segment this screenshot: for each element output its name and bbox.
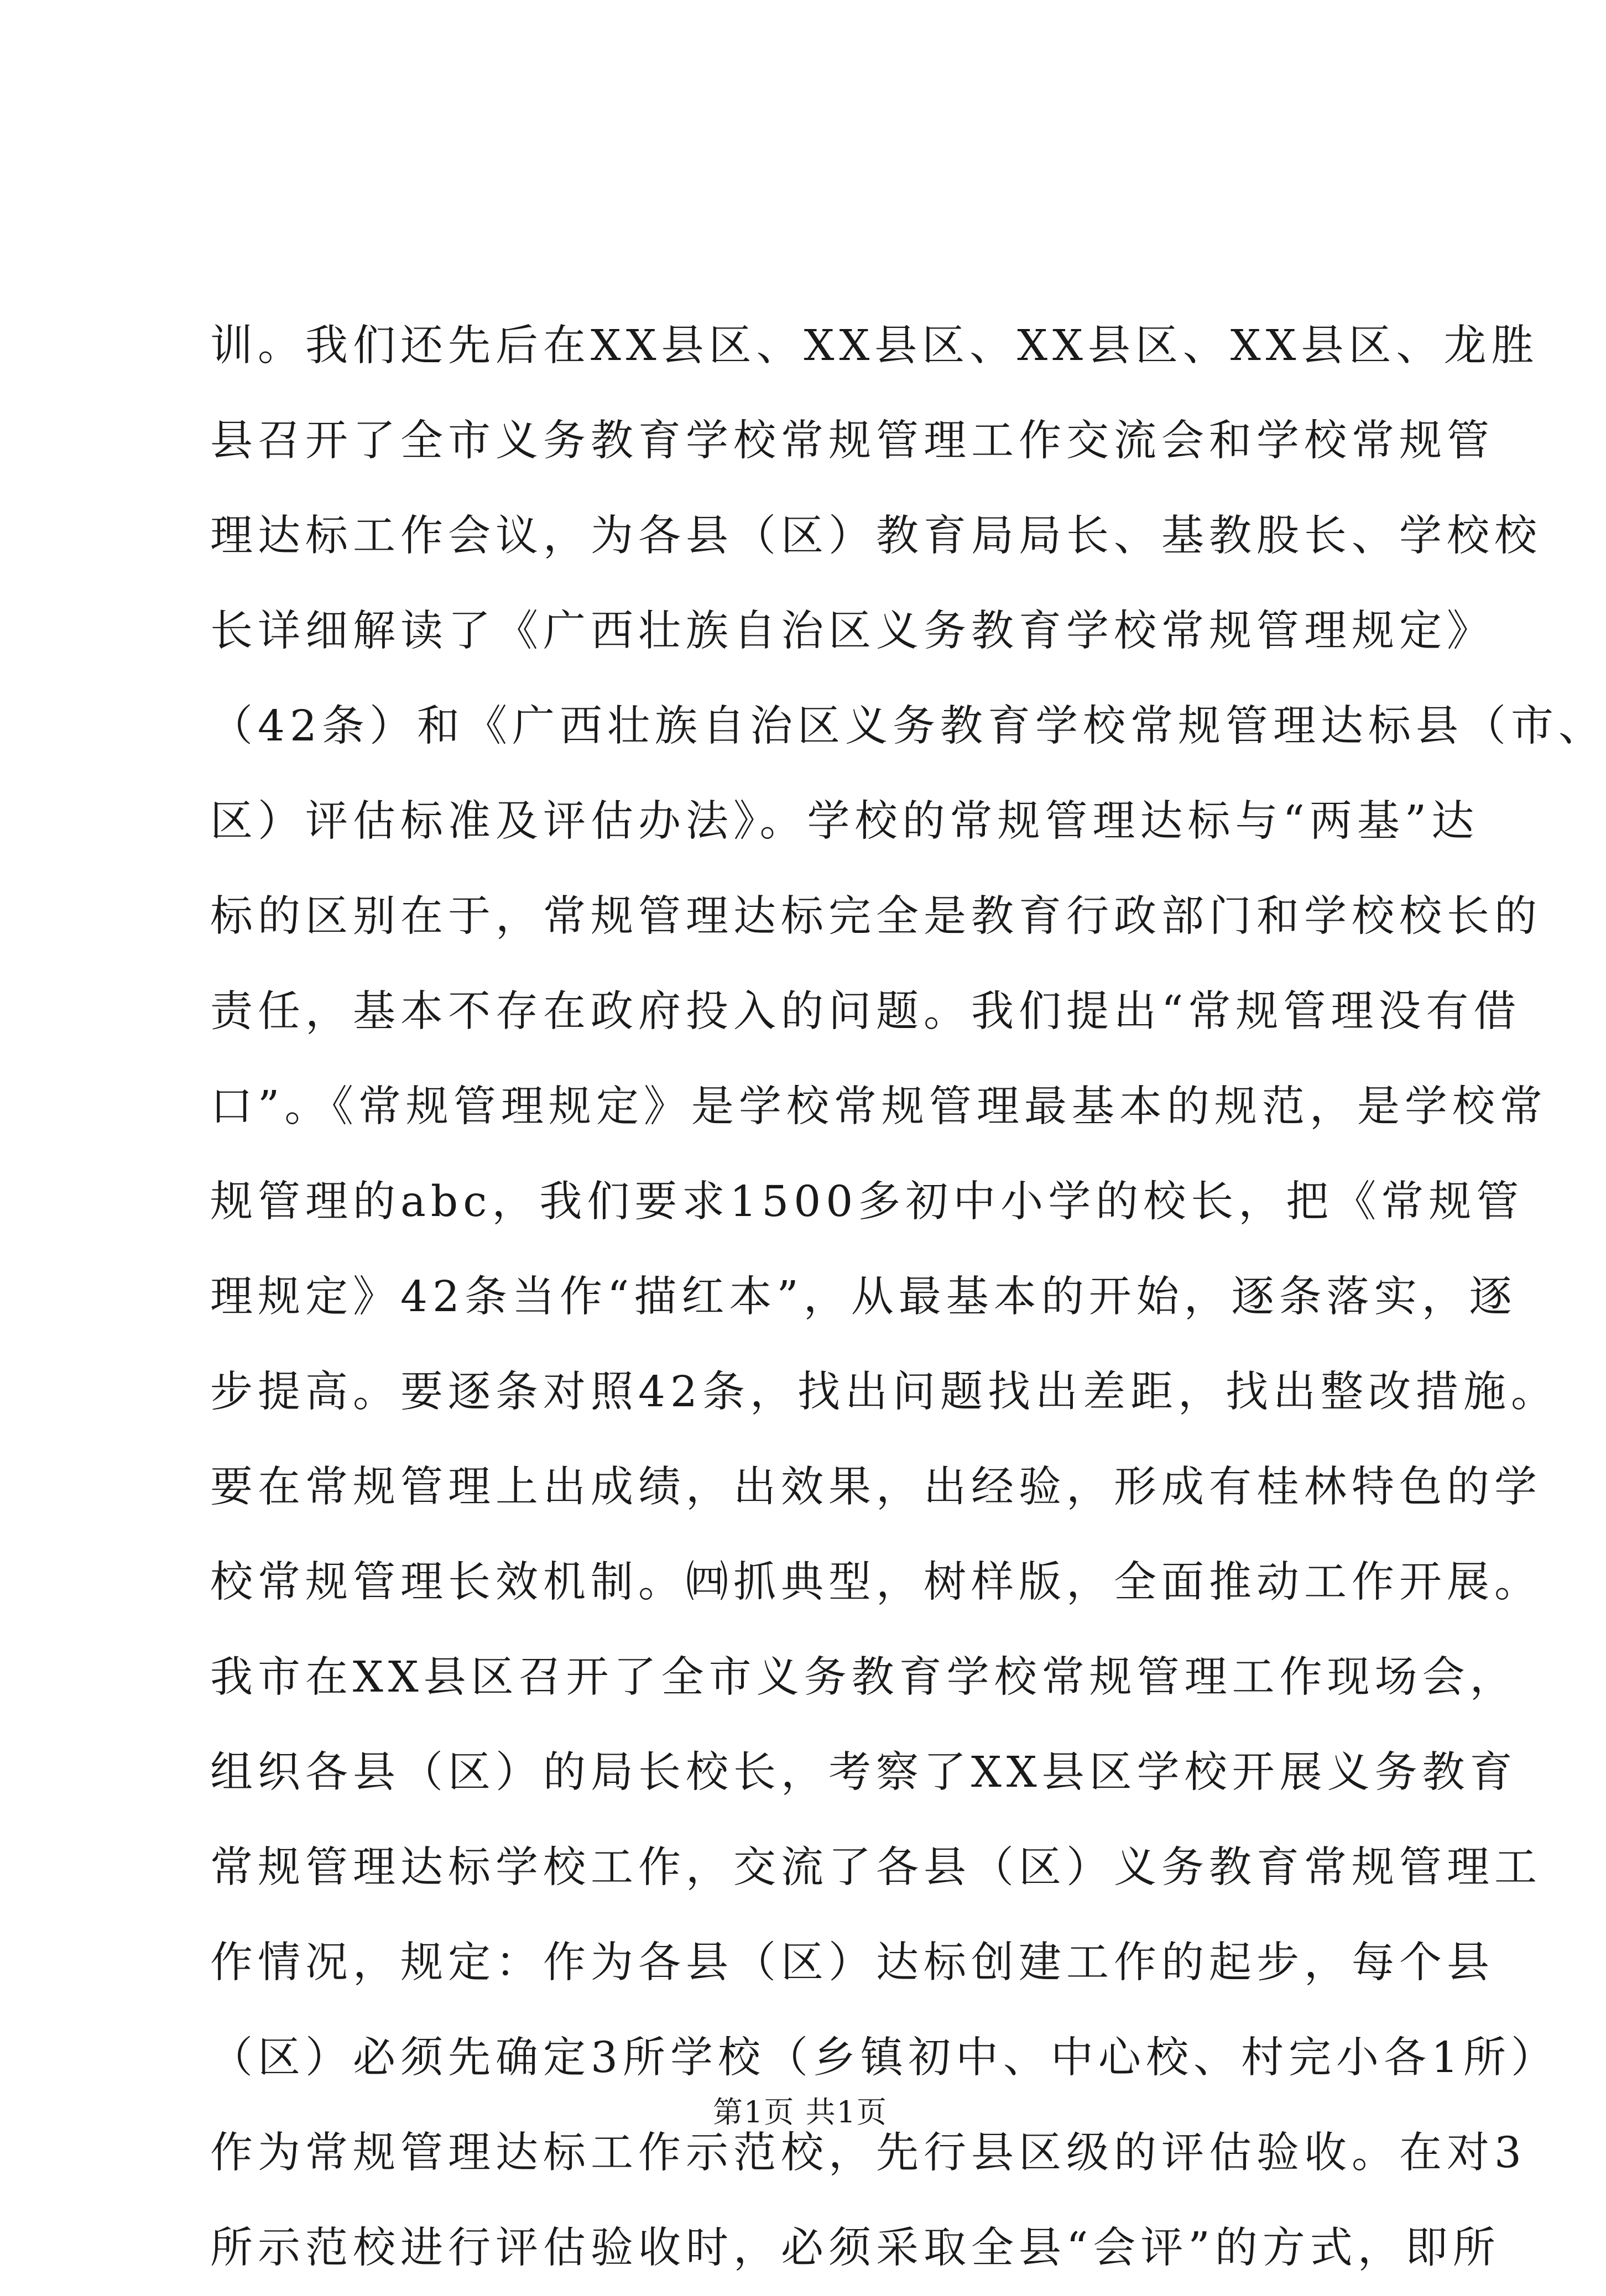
page-number-label: 第1页 共1页 xyxy=(713,2095,888,2130)
text-line: 常规管理达标学校工作，交流了各县（区）义务教育常规管理工 xyxy=(210,1843,1542,1892)
text-line: 理达标工作会议，为各县（区）教育局局长、基教股长、学校校 xyxy=(210,512,1542,561)
text-line: 标的区别在于，常规管理达标完全是教育行政部门和学校校长的 xyxy=(210,892,1542,941)
text-line: 组织各县（区）的局长校长，考察了XX县区学校开展义务教育 xyxy=(210,1748,1518,1797)
text-line: 校常规管理长效机制。㈣抓典型，树样版，全面推动工作开展。 xyxy=(210,1558,1542,1607)
text-line: 区）评估标准及评估办法》。学校的常规管理达标与“两基”达 xyxy=(210,797,1479,846)
text-line: 训。我们还先后在XX县区、XX县区、XX县区、XX县区、龙胜 xyxy=(210,321,1539,371)
text-line: 我市在XX县区召开了全市义务教育学校常规管理工作现场会， xyxy=(210,1653,1518,1702)
text-line: 作为常规管理达标工作示范校，先行县区级的评估验收。在对3 xyxy=(210,2128,1526,2178)
text-line: 规管理的abc，我们要求1500多初中小学的校长，把《常规管 xyxy=(210,1177,1524,1227)
text-line: 理规定》42条当作“描红本”，从最基本的开始，逐条落实，逐 xyxy=(210,1272,1517,1322)
text-line: 责任，基本不存在政府投入的问题。我们提出“常规管理没有借 xyxy=(210,987,1521,1036)
text-line: 县召开了全市义务教育学校常规管理工作交流会和学校常规管 xyxy=(210,416,1494,466)
text-line: （区）必须先确定3所学校（乡镇初中、中心校、村完小各1所） xyxy=(210,2033,1558,2083)
text-line: 所示范校进行评估验收时，必须采取全县“会评”的方式，即所 xyxy=(210,2224,1500,2273)
text-line: 口”。《常规管理规定》是学校常规管理最基本的规范，是学校常 xyxy=(210,1082,1547,1131)
page-footer xyxy=(0,2093,1600,2132)
text-line: 长详细解读了《广西壮族自治区义务教育学校常规管理规定》 xyxy=(210,607,1494,656)
text-line: 要在常规管理上出成绩，出效果，出经验，形成有桂林特色的学 xyxy=(210,1463,1542,1512)
text-line: 作情况，规定：作为各县（区）达标创建工作的起步，每个县 xyxy=(210,1938,1494,1987)
text-line: 步提高。要逐条对照42条，找出问题找出差距，找出整改措施。 xyxy=(210,1368,1558,1417)
body-text xyxy=(210,299,1606,2296)
text-line: （42条）和《广西壮族自治区义务教育学校常规管理达标县（市、 xyxy=(210,702,1606,751)
